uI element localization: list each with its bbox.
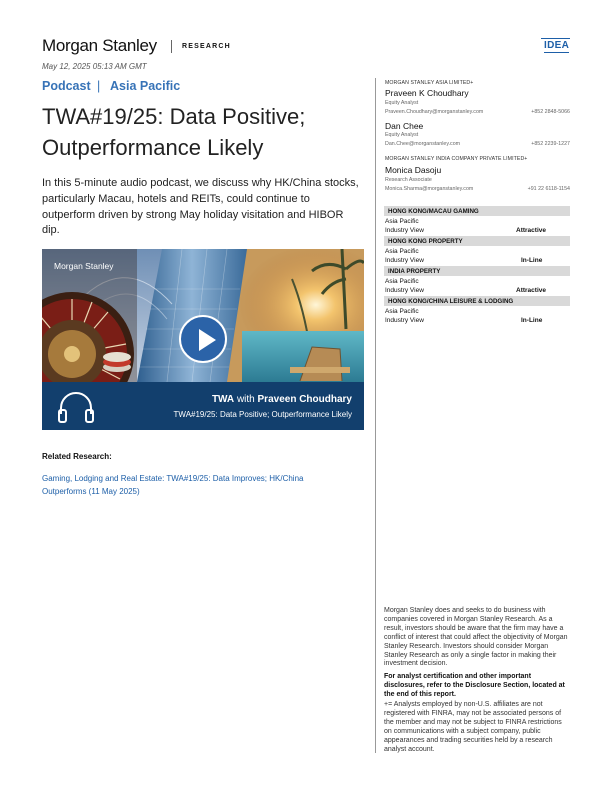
badge-rule [541, 38, 570, 39]
analyst-name: Dan Chee [385, 121, 424, 131]
analyst-email[interactable]: Praveen.Choudhary@morganstanley.com [385, 109, 484, 115]
show-name: TWA [211, 394, 235, 405]
disclosure-certification: For analyst certification and other important disclosures, refer to the Disclosure Section, located at the end of this report. [384, 673, 565, 698]
sector-header: INDIA PROPERTY [384, 266, 570, 276]
report-title: TWA#19/25: Data Positive; Outperformance Likely [42, 104, 306, 160]
logo-divider [171, 40, 172, 53]
industry-view-label: Industry View [385, 287, 424, 294]
play-icon [199, 329, 216, 351]
industry-view-value: Attractive [516, 287, 546, 294]
industry-view-value: In-Line [521, 317, 543, 324]
video-caption-band [42, 382, 364, 430]
sector-region: Asia Pacific [385, 218, 419, 225]
industry-view-value: Attractive [516, 227, 546, 234]
podcast-video-player[interactable] [42, 249, 364, 430]
sector-region: Asia Pacific [385, 278, 419, 285]
disclosure-conflict: Morgan Stanley does and seeks to do business with companies covered in Morgan Stanley Research. As a result, investors should be aware that the firm may have a conflict of interest that could affect the objectivity of Morgan Stanley Research. Investors should consider Morgan Stanley Research as only a single factor in making their investment decision. [384, 607, 568, 668]
analyst-phone: +852 2848-5066 [531, 109, 570, 115]
related-research-heading: Related Research: [42, 452, 112, 461]
host-name: Praveen Choudhary [257, 394, 352, 405]
analyst-name: Praveen K Choudhary [385, 88, 469, 98]
column-divider [375, 78, 376, 753]
sector-header: HONG KONG PROPERTY [384, 236, 570, 246]
headphones-icon [56, 390, 96, 424]
industry-view-label: Industry View [385, 257, 424, 264]
play-button[interactable] [179, 315, 227, 363]
industry-view-label: Industry View [385, 317, 424, 324]
industry-view-value: In-Line [521, 257, 543, 264]
entity-name: MORGAN STANLEY INDIA COMPANY PRIVATE LIMITED+ [385, 156, 528, 162]
analyst-phone: +852 2239-1227 [531, 141, 570, 147]
sector-header: HONG KONG/MACAU GAMING [384, 206, 570, 216]
research-label: RESEARCH [182, 43, 231, 50]
disclosure-finra: += Analysts employed by non-U.S. affiliates are not registered with FINRA, may not be associated persons of the member and may not be subject to FINRA restrictions on communications with a subject company, public appearances and trading securities held by a research analyst account. [384, 701, 562, 753]
publish-date: May 12, 2025 05:13 AM GMT [42, 62, 147, 71]
host-prefix: with [236, 394, 255, 405]
industry-view-label: Industry View [385, 227, 424, 234]
video-episode-title: TWA#19/25: Data Positive; Outperformance Likely [173, 410, 352, 419]
video-show-title [212, 394, 352, 405]
analyst-role: Research Associate [385, 177, 432, 183]
analyst-email[interactable]: Monica.Sharma@morganstanley.com [385, 186, 474, 192]
analyst-role: Equity Analyst [385, 132, 419, 138]
entity-name: MORGAN STANLEY ASIA LIMITED+ [385, 80, 474, 86]
report-summary: In this 5-minute audio podcast, we discuss why HK/China stocks, particularly Macau, hotels and REITs, could continue to outperform driven by strong May holiday visitation and HIBOR dip. [42, 177, 359, 237]
analyst-role: Equity Analyst [385, 100, 419, 106]
idea-badge: IDEA [544, 40, 570, 51]
morgan-stanley-logo: Morgan Stanley [42, 36, 157, 55]
analyst-phone: +91 22 6118-1154 [527, 186, 570, 192]
analyst-email[interactable]: Dan.Chee@morganstanley.com [385, 141, 461, 147]
analyst-name: Monica Dasoju [385, 165, 442, 175]
sector-region: Asia Pacific [385, 308, 419, 315]
tag-separator: | [97, 79, 101, 93]
related-research-link[interactable]: Gaming, Lodging and Real Estate: TWA#19/25: Data Improves; HK/China Outperforms (11 May 2025) [42, 474, 304, 496]
sector-region: Asia Pacific [385, 248, 419, 255]
video-brand-label: Morgan Stanley [54, 261, 114, 271]
tag-podcast[interactable]: Podcast [42, 79, 91, 93]
tag-region[interactable]: Asia Pacific [110, 79, 181, 93]
sector-header: HONG KONG/CHINA LEISURE & LODGING [384, 296, 570, 306]
